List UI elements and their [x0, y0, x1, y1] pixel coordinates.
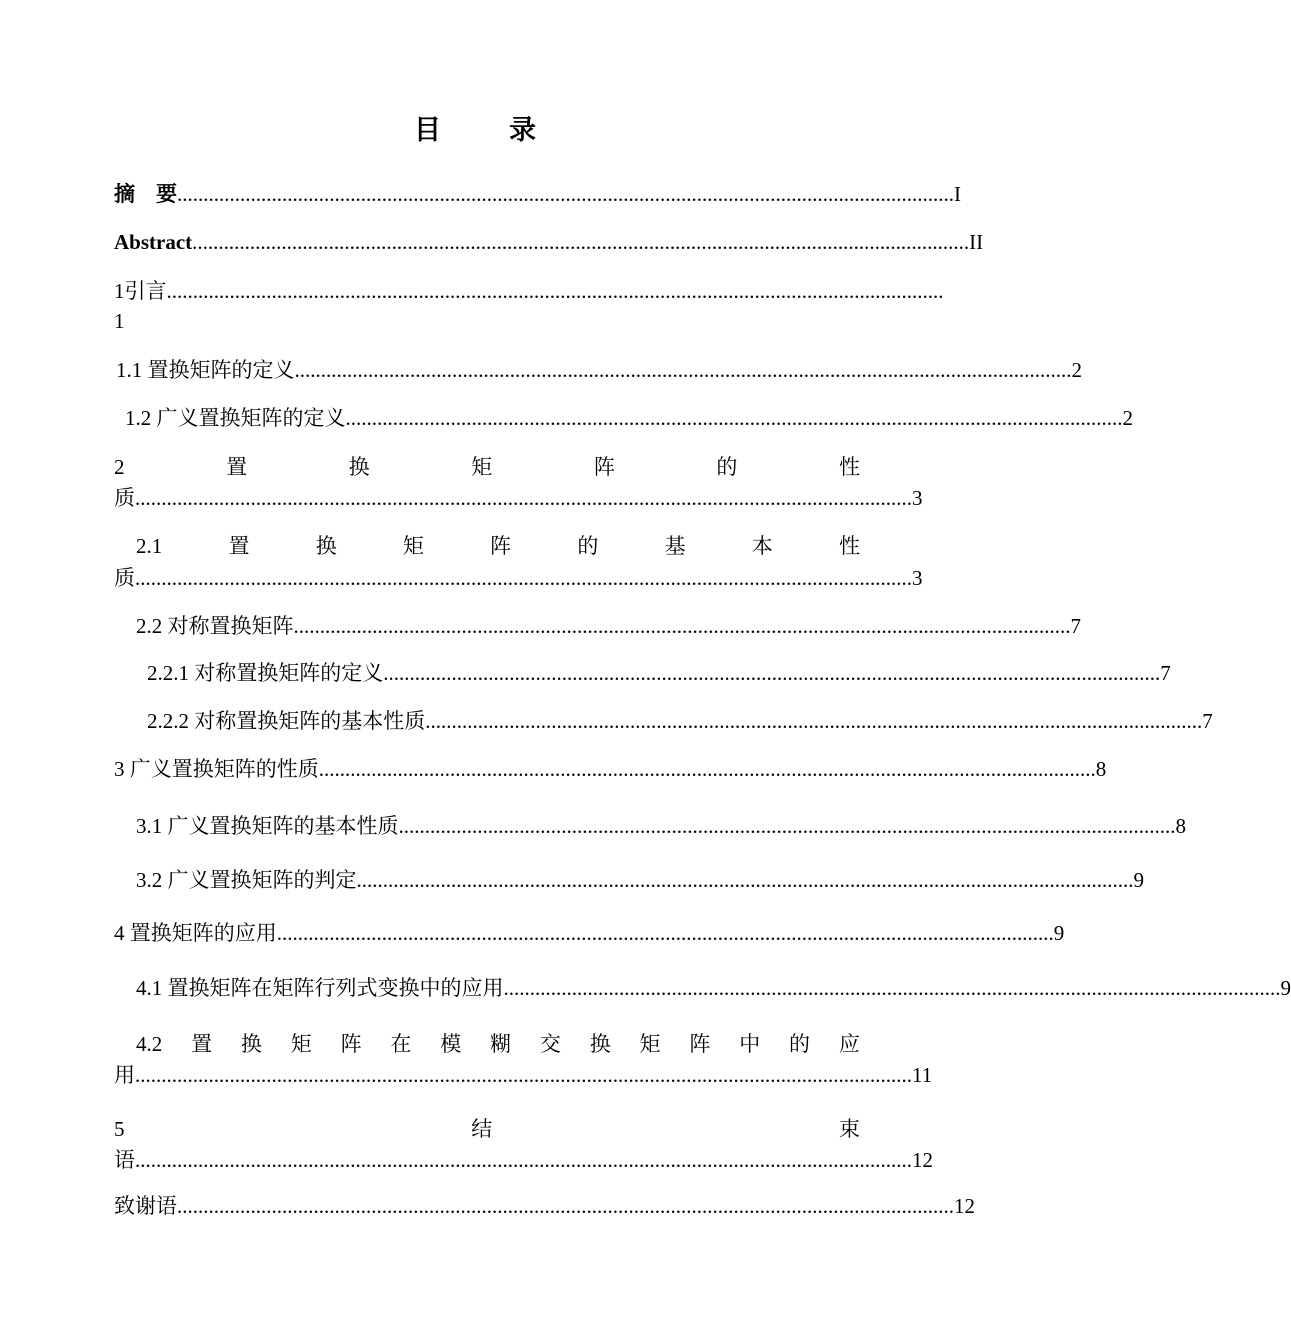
toc-leader: ....................................................................................................................................................: [135, 566, 912, 590]
toc-label-char: 阵: [689, 1032, 711, 1056]
toc-entry-2-2-1[interactable]: [147, 661, 1171, 685]
toc-entry-ch2[interactable]: [114, 455, 923, 510]
toc-leader: ....................................................................................................................................................: [398, 814, 1176, 838]
toc-entry-2-2-2[interactable]: [147, 709, 1213, 733]
toc-label: 2.2.2 对称置换矩阵的基本性质: [147, 709, 426, 733]
toc-page-number: 2: [1122, 406, 1133, 430]
toc-page-number: 7: [1070, 614, 1081, 638]
toc-label-char: 换: [348, 455, 370, 479]
toc-label-char: 阵: [593, 455, 615, 479]
toc-label: 3 广义置换矩阵的性质: [114, 757, 319, 781]
toc-leader: ....................................................................................................................................................: [294, 358, 1072, 382]
toc-entry-ch4[interactable]: [114, 921, 1065, 945]
toc-label-char: 糊: [490, 1032, 512, 1056]
toc-label-char: 换: [240, 1032, 262, 1056]
toc-label-char: 本: [751, 534, 773, 558]
toc-label-char: 应: [838, 1032, 860, 1056]
toc-entry-1-2[interactable]: [125, 406, 1133, 430]
toc-entry-ch5[interactable]: [114, 1117, 933, 1172]
toc-label: 4.1 置换矩阵在矩阵行列式变换中的应用: [136, 976, 504, 1000]
toc-leader: ....................................................................................................................................................: [177, 182, 954, 206]
toc-label: 致谢语: [114, 1194, 177, 1218]
toc-label-char: 矩: [402, 534, 424, 558]
toc-label-char: 2: [114, 455, 125, 479]
toc-label: 3.2 广义置换矩阵的判定: [136, 868, 357, 892]
toc-page-number: 12: [912, 1148, 933, 1172]
page-title: [0, 108, 950, 147]
toc-page-number: 12: [954, 1194, 975, 1218]
toc-page-number: I: [954, 182, 961, 206]
toc-page-number: 7: [1160, 661, 1171, 685]
toc-page-number: 9: [1133, 868, 1144, 892]
toc-entry-4-2[interactable]: [114, 1032, 933, 1087]
toc-entry-1-1[interactable]: [116, 358, 1082, 382]
toc-page-number: II: [969, 230, 984, 254]
toc-label-char: 言: [145, 279, 167, 303]
toc-page-number: 7: [1202, 709, 1213, 733]
toc-page-number: 8: [1175, 814, 1186, 838]
toc-label-char: 质: [114, 486, 135, 510]
toc-label-char: 1: [114, 279, 125, 303]
toc-entry-3-1[interactable]: [136, 814, 1186, 838]
toc-label-char: 的: [577, 534, 599, 558]
toc-entry-2-1[interactable]: [114, 534, 923, 590]
toc-label-char: 中: [739, 1032, 761, 1056]
toc-label-char: 性: [839, 534, 860, 558]
toc-leader: ....................................................................................................................................................: [503, 976, 1281, 1000]
toc-label-char: 的: [789, 1032, 811, 1056]
toc-label-char: 结: [471, 1117, 493, 1141]
title-char-1: 目: [414, 115, 441, 145]
toc-label: 2.2.1 对称置换矩阵的定义: [147, 661, 384, 685]
toc-leader: ....................................................................................................................................................: [135, 486, 912, 510]
toc-label-char: 用: [114, 1063, 135, 1087]
toc-page-number: 3: [912, 566, 923, 590]
toc-label-char: 置: [228, 534, 250, 558]
toc-label-char: 2.1: [136, 534, 163, 558]
toc-page-number: 2: [1071, 358, 1082, 382]
toc-entry-4-1[interactable]: [136, 976, 1291, 1000]
toc-label-char: 矩: [290, 1032, 312, 1056]
toc-page-number: 9: [1280, 976, 1291, 1000]
toc-entry-ch3[interactable]: [114, 757, 1107, 781]
toc-label-char: 矩: [639, 1032, 661, 1056]
toc-label-char: 矩: [471, 455, 493, 479]
toc-leader: ....................................................................................................................................................: [383, 661, 1161, 685]
toc-page-number: 8: [1095, 757, 1107, 781]
toc-leader: ....................................................................................................................................................: [356, 868, 1134, 892]
toc-leader: ....................................................................................................................................................: [192, 230, 970, 254]
toc-label: 3.1 广义置换矩阵的基本性质: [136, 814, 399, 838]
toc-label-char: 换: [589, 1032, 611, 1056]
toc-leader: ....................................................................................................................................................: [135, 1063, 912, 1087]
toc-page-number: 11: [912, 1063, 933, 1087]
toc-label: 1.1 置换矩阵的定义: [116, 358, 295, 382]
toc-entry-ch1[interactable]: [114, 279, 944, 333]
toc-label-char: 置: [226, 455, 248, 479]
toc-entry-abstract-en[interactable]: [114, 230, 984, 254]
toc-leader: ....................................................................................................................................................: [293, 614, 1071, 638]
toc-label-char: 性: [838, 455, 860, 479]
toc-label-char: 换: [315, 534, 337, 558]
toc-entry-thanks[interactable]: [114, 1194, 975, 1218]
toc-leader: ....................................................................................................................................................: [135, 1148, 912, 1172]
toc-label-char: 在: [390, 1032, 412, 1056]
toc-label: Abstract: [114, 230, 193, 254]
toc-label-char: 阵: [490, 534, 512, 558]
toc-page-number: 9: [1053, 921, 1065, 945]
toc-leader: ....................................................................................................................................................: [318, 757, 1096, 781]
toc-label-char: 语: [114, 1148, 135, 1172]
toc-leader: ....................................................................................................................................................: [276, 921, 1054, 945]
toc-entry-2-2[interactable]: [136, 614, 1081, 638]
toc-label: 1.2 广义置换矩阵的定义: [125, 406, 346, 430]
toc-label-char: 阵: [340, 1032, 362, 1056]
toc-label-char: 模: [440, 1032, 462, 1056]
toc-label-char: 束: [839, 1117, 860, 1141]
toc-label-char: 基: [664, 534, 686, 558]
toc-label-char: 引: [124, 279, 146, 303]
toc-leader: ....................................................................................................................................................: [166, 279, 944, 303]
toc-label: 摘 要: [114, 182, 177, 206]
toc-entry-3-2[interactable]: [136, 868, 1144, 892]
toc-label-char: 4.2: [136, 1032, 163, 1056]
title-char-2: 录: [509, 115, 536, 145]
toc-leader: ....................................................................................................................................................: [425, 709, 1203, 733]
toc-label-char: 交: [539, 1032, 561, 1056]
toc-label-char: 置: [191, 1032, 213, 1056]
toc-page-number: 3: [912, 486, 923, 510]
toc-page-number: 1: [114, 309, 125, 333]
toc-leader: ....................................................................................................................................................: [177, 1194, 954, 1218]
toc-label-char: 5: [114, 1117, 125, 1141]
toc-label: 2.2 对称置换矩阵: [136, 614, 294, 638]
toc-label-char: 质: [114, 566, 135, 590]
toc-label-char: 的: [716, 455, 738, 479]
toc-entry-abstract-cn[interactable]: [114, 182, 961, 206]
toc-leader: ....................................................................................................................................................: [345, 406, 1123, 430]
toc-label: 4 置换矩阵的应用: [114, 921, 277, 945]
